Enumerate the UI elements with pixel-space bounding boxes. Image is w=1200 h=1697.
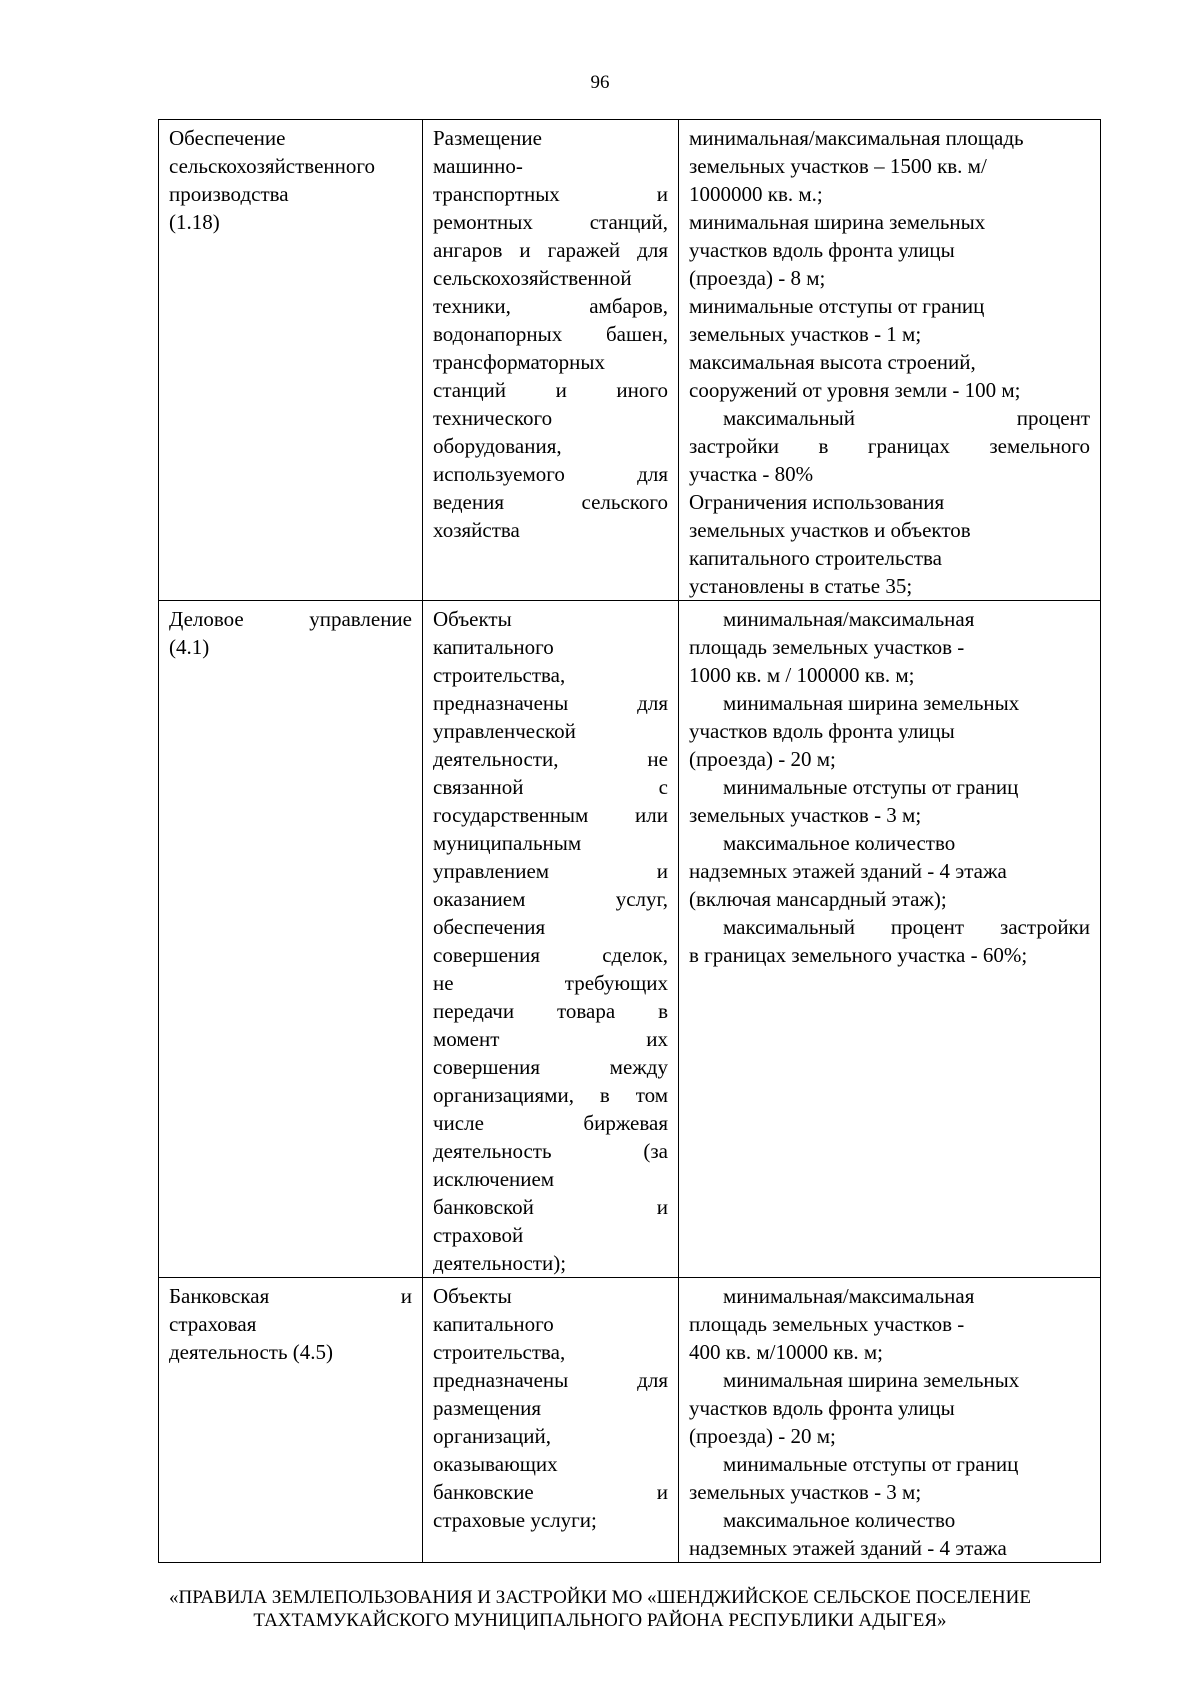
land-use-cell [159,1278,423,1563]
table-row [159,120,1101,601]
text-line: управлением и [433,859,668,883]
text-line: сельскохозяйственного [169,154,375,178]
text-line: связанной с [433,775,668,799]
text-line: участков вдоль фронта улицы [689,1396,955,1420]
text-line: участка - 80% [689,462,814,486]
text-line: страховая [169,1312,257,1336]
text-line: капитального [433,635,554,659]
text-line: оказывающих [433,1452,558,1476]
text-line: совершения между [433,1055,668,1079]
text-line: передачи товара в [433,999,668,1023]
text-line: площадь земельных участков - [689,1312,965,1336]
text-line: (включая мансардный этаж); [689,887,947,911]
text-line: станций и иного [433,378,668,402]
text-line: участков вдоль фронта улицы [689,719,955,743]
text-line: земельных участков – 1500 кв. м/ [689,154,987,178]
text-line: земельных участков и объектов [689,518,971,542]
text-line: машинно- [433,154,523,178]
text-line: Обеспечение [169,126,286,150]
text-line: Банковская и [169,1284,412,1308]
text-line: производства [169,182,289,206]
text-line: транспортных и [433,182,668,206]
parameters-cell [679,120,1101,601]
text-line: Размещение [433,126,542,150]
text-line: земельных участков - 3 м; [689,1480,922,1504]
text-line: деятельность (4.5) [169,1340,334,1364]
table-row [159,1278,1101,1563]
page-number: 96 [590,72,610,93]
text-line: капитального строительства [689,546,942,570]
text-line: земельных участков - 1 м; [689,322,922,346]
text-line: деятельность (за [433,1139,668,1163]
text-line: предназначены для [433,1368,668,1392]
text-line: земельных участков - 3 м; [689,803,922,827]
text-line: минимальные отступы от границ [723,775,1019,799]
land-use-cell [159,120,423,601]
text-line: максимальное количество [723,831,956,855]
text-line: надземных этажей зданий - 4 этажа [689,1536,1007,1560]
text-line: деятельности, не [433,747,668,771]
zoning-regulations-table [158,119,1101,1563]
text-line: сельскохозяйственной [433,266,632,290]
text-line: строительства, [433,663,566,687]
text-line: (1.18) [169,210,220,234]
text-line: минимальная/максимальная [723,607,975,631]
text-line: муниципальным [433,831,582,855]
text-line: техники, амбаров, [433,294,668,318]
text-line: установлены в статье 35; [689,574,913,598]
text-line: сооружений от уровня земли - 100 м; [689,378,1021,402]
text-line: обеспечения [433,915,546,939]
text-line: минимальные отступы от границ [723,1452,1019,1476]
text-line: площадь земельных участков - [689,635,965,659]
text-line: водонапорных башен, [433,322,668,346]
text-line: организаций, [433,1424,551,1448]
text-line: Объекты [433,607,512,631]
footer-line: ТАХТАМУКАЙСКОГО МУНИЦИПАЛЬНОГО РАЙОНА РЕСПУБЛИКИ АДЫГЕЯ» [253,1610,947,1631]
text-line: (проезда) - 20 м; [689,1424,836,1448]
text-line: (проезда) - 20 м; [689,747,836,771]
text-line: страховой [433,1223,524,1247]
text-line: (проезда) - 8 м; [689,266,826,290]
description-cell [423,120,679,601]
text-line: капитального [433,1312,554,1336]
text-line: банковской и [433,1195,668,1219]
text-line: Объекты [433,1284,512,1308]
text-line: совершения сделок, [433,943,668,967]
text-line: максимальный процент [723,406,1090,430]
text-line: в границах земельного участка - 60%; [689,943,1028,967]
text-line: (4.1) [169,635,210,659]
text-line: строительства, [433,1340,566,1364]
text-line: застройки в границах земельного [689,434,1090,458]
text-line: деятельности); [433,1251,567,1275]
land-use-cell [159,601,423,1278]
text-line: момент их [433,1027,668,1051]
text-line: 1000000 кв. м.; [689,182,823,206]
text-line: ремонтных станций, [433,210,668,234]
text-line: размещения [433,1396,542,1420]
text-line: государственным или [433,803,668,827]
text-line: банковские и [433,1480,668,1504]
text-line: предназначены для [433,691,668,715]
text-line: не требующих [433,971,668,995]
text-line: максимальное количество [723,1508,956,1532]
text-line: 1000 кв. м / 100000 кв. м; [689,663,915,687]
description-cell [423,601,679,1278]
text-line: минимальная ширина земельных [723,1368,1020,1392]
text-line: числе биржевая [433,1111,668,1135]
text-line: надземных этажей зданий - 4 этажа [689,859,1007,883]
parameters-cell [679,601,1101,1278]
text-line: минимальные отступы от границ [689,294,985,318]
text-line: оборудования, [433,434,562,458]
text-line: используемого для [433,462,668,486]
text-line: минимальная ширина земельных [689,210,986,234]
text-line: управленческой [433,719,576,743]
document-footer [0,1586,1200,1632]
text-line: максимальный процент застройки [723,915,1090,939]
description-cell [423,1278,679,1563]
text-line: минимальная ширина земельных [723,691,1020,715]
text-line: технического [433,406,553,430]
text-line: максимальная высота строений, [689,350,976,374]
text-line: минимальная/максимальная площадь [689,126,1024,150]
text-line: трансформаторных [433,350,606,374]
text-line: ведения сельского [433,490,668,514]
text-line: организациями, в том [433,1083,668,1107]
text-line: Деловое управление [169,607,412,631]
text-line: минимальная/максимальная [723,1284,975,1308]
footer-line: «ПРАВИЛА ЗЕМЛЕПОЛЬЗОВАНИЯ И ЗАСТРОЙКИ МО «ШЕНДЖИЙСКОЕ СЕЛЬСКОЕ ПОСЕЛЕНИЕ [169,1587,1031,1608]
parameters-cell [679,1278,1101,1563]
text-line: оказанием услуг, [433,887,668,911]
text-line: Ограничения использования [689,490,945,514]
text-line: страховые услуги; [433,1508,597,1532]
text-line: ангаров и гаражей для [433,238,668,262]
text-line: исключением [433,1167,555,1191]
text-line: хозяйства [433,518,520,542]
text-line: 400 кв. м/10000 кв. м; [689,1340,883,1364]
table-row [159,601,1101,1278]
text-line: участков вдоль фронта улицы [689,238,955,262]
